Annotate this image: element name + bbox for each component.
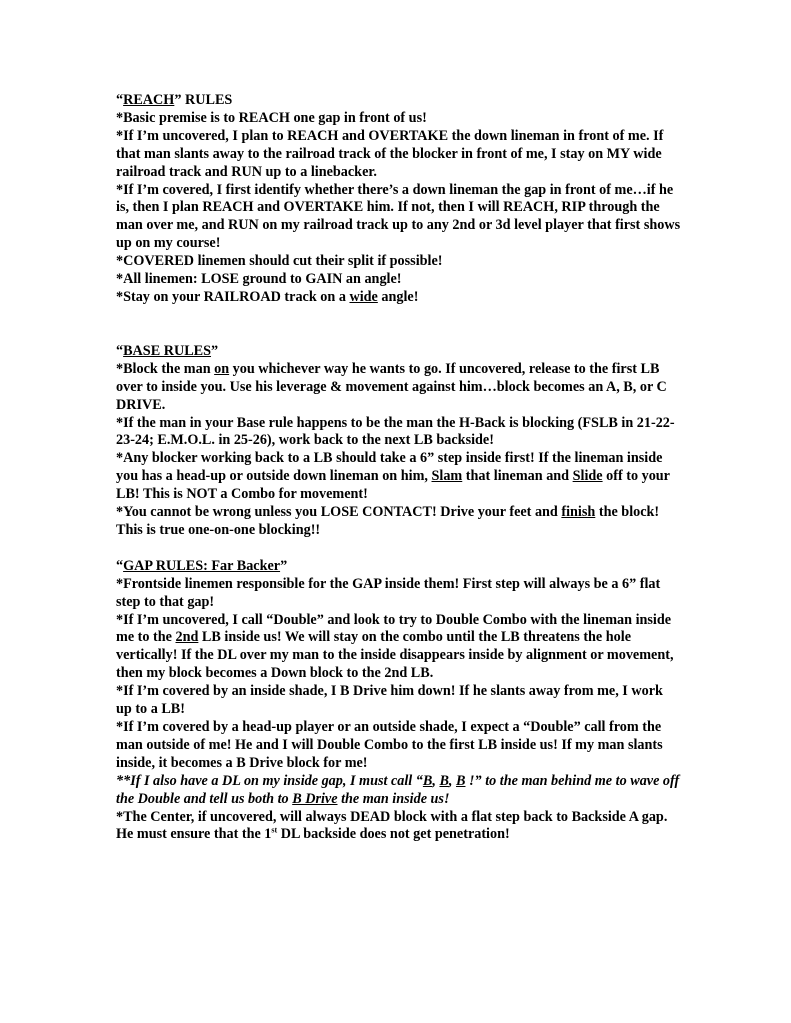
reach-rule-3: *If I’m covered, I first identify whether there’s a down lineman the gap in front of me…if he is, then I plan REACH and OVERTAKE him. If not, then I will REACH, RIP through the man over me, and RUN on my railroad track up to any 2nd or 3d level player that first shows up on my course! — [116, 181, 681, 252]
reach-heading-word: REACH — [123, 92, 175, 108]
reach-rule-6: *Stay on your RAILROAD track on a wide angle! — [116, 288, 419, 305]
gap-rule-5: **If I also have a DL on my inside gap, I must call “B, B, B !” to the man behind me to wave off the Double and tell us both to B Drive the man inside us! — [116, 772, 680, 807]
base-rule-4: *You cannot be wrong unless you LOSE CONTACT! Drive your feet and finish the block! This is true one-on-one blocking!! — [116, 504, 660, 538]
reach-rules-section — [116, 92, 682, 307]
gap-rule-6: *The Center, if uncovered, will always DEAD block with a flat step back to Backside A gap. He must ensure that the 1st DL backside does not get penetration! — [116, 808, 668, 843]
base-rule-1: *Block the man on you whichever way he wants to go. If uncovered, release to the first LB over to inside you. Use his leverage & movement against him…block becomes an A, B, or C DRIVE. — [116, 360, 667, 413]
gap-rule-3: *If I’m covered by an inside shade, I B Drive him down! If he slants away from me, I work up to a LB! — [116, 683, 663, 718]
reach-heading: “REACH” RULES — [116, 92, 233, 108]
reach-rule-5: *All linemen: LOSE ground to GAIN an angle! — [116, 271, 402, 288]
reach-rule-4: *COVERED linemen should cut their split if possible! — [116, 253, 443, 270]
base-rule-3: *Any blocker working back to a LB should take a 6” step inside first! If the lineman inside you has a head-up or outside down lineman on him, Slam that lineman and Slide off to your LB! This is NOT a Combo for movement! — [116, 450, 670, 503]
base-heading-word: BASE RULES — [123, 342, 212, 359]
reach-rule-2: *If I’m uncovered, I plan to REACH and OVERTAKE the down lineman in front of me. If that man slants away to the railroad track of the blocker in front of me, I stay on MY wide railroad track and RUN up to a linebacker. — [116, 127, 664, 180]
base-rule-2: *If the man in your Base rule happens to be the man the H-Back is blocking (FSLB in 21-22-23-24; E.M.O.L. in 25-26), work back to the next LB backside! — [116, 414, 675, 449]
gap-heading-word: GAP RULES: Far Backer — [123, 557, 281, 574]
base-heading: “BASE RULES” — [116, 342, 219, 359]
gap-rule-2: *If I’m uncovered, I call “Double” and look to try to Double Combo with the lineman inside me to the 2nd LB inside us! We will stay on the combo until the LB threatens the hole vertically! If the DL over my man to the inside disappears inside by alignment or movement, then my block becomes a Down block to the 2nd LB. — [116, 611, 674, 682]
reach-rule-1: *Basic premise is to REACH one gap in front of us! — [116, 109, 427, 126]
gap-rule-1: *Frontside linemen responsible for the GAP inside them! First step will always be a 6” flat step to that gap! — [116, 575, 661, 610]
gap-heading: “GAP RULES: Far Backer” — [116, 557, 288, 574]
gap-rules-section — [116, 558, 682, 845]
gap-rule-4: *If I’m covered by a head-up player or an outside shade, I expect a “Double” call from the man outside of me! He and I will Double Combo to the first LB inside us! If my man slants inside, it becomes a B Drive block for me! — [116, 719, 663, 771]
base-rules-section — [116, 343, 682, 540]
document-page — [116, 92, 682, 844]
